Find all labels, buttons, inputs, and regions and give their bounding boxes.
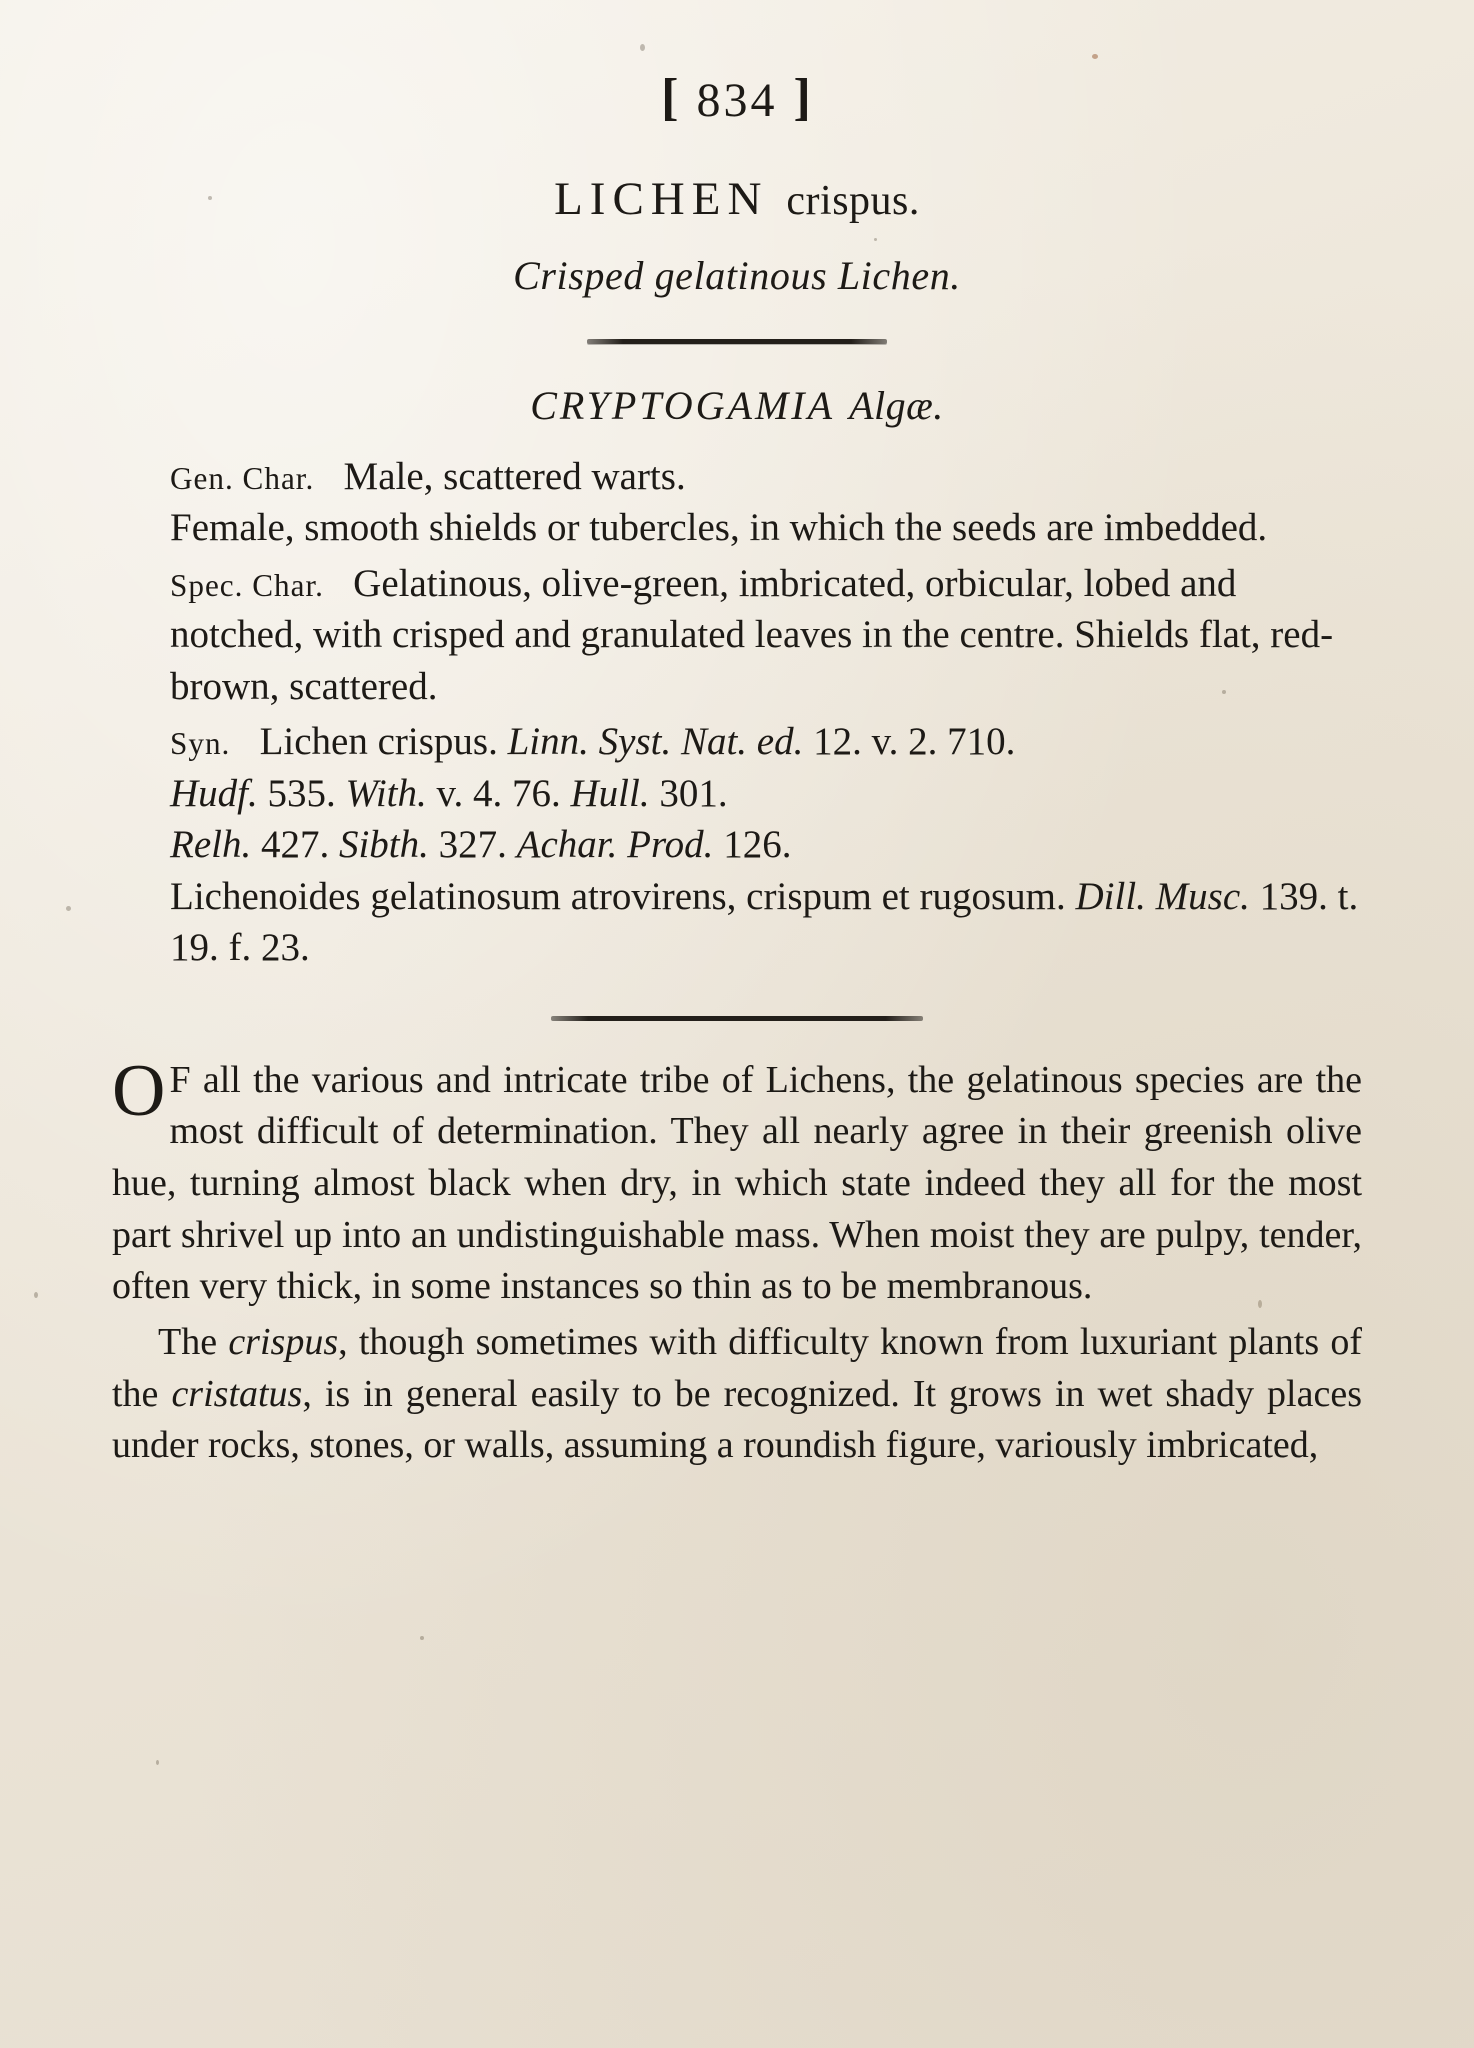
- syn-ref-cite-3: v. 4. 76.: [436, 771, 561, 815]
- syn-ref-author-3: With.: [345, 771, 427, 815]
- syn-line-1: [112, 716, 1362, 767]
- gen-char-label: Gen. Char.: [170, 461, 315, 496]
- folio-close-bracket: ]: [793, 69, 813, 126]
- paragraph-2-part-c: , is in general easily to be recognized. It grows in wet shady places under rocks, stones, or walls, assuming a roundish figure, variously imbricated,: [112, 1372, 1362, 1467]
- body-text: [112, 1049, 1362, 1472]
- paragraph-1-text: F all the various and intricate tribe of Lichens, the gelatinous species are the most difficult of determination. They all nearly agree in their greenish olive hue, turning almost black when dry, in which state indeed they all for the most part shrivel up into an undistinguishable mass. When moist they are pulpy, tender, often very thick, in some instances so thin as to be membranous.: [112, 1058, 1362, 1308]
- syn-ref-author-2: Hudf.: [170, 771, 258, 815]
- syn-line-2: [112, 768, 1362, 819]
- classification-order: CRYPTOGAMIA: [530, 383, 836, 428]
- syn-ref-author-1: Linn. Syst. Nat. ed.: [507, 720, 804, 764]
- gen-char-entry: [112, 451, 1362, 554]
- syn-ref-cite-7: 126.: [723, 823, 792, 867]
- syn-ref-author-8: Dill. Musc.: [1075, 874, 1250, 918]
- title-species: crispus.: [786, 178, 920, 224]
- classification-suborder: Algæ.: [849, 383, 944, 428]
- gen-char-text: Male, scattered warts.: [343, 455, 686, 498]
- spec-char-entry: [112, 558, 1362, 712]
- folio-open-bracket: [: [661, 69, 681, 126]
- syn-name: Lichen crispus.: [259, 720, 498, 764]
- divider-bottom: [551, 1016, 923, 1021]
- syn-ref-author-7: Achar. Prod.: [516, 823, 714, 867]
- syn-label: Syn.: [170, 726, 231, 762]
- drop-cap: O: [112, 1049, 166, 1132]
- gen-char-continued: Female, smooth shields or tubercles, in which the seeds are imbedded.: [170, 506, 1268, 550]
- spec-char-label: Spec. Char.: [170, 567, 324, 603]
- syn-ref-author-6: Sibth.: [338, 823, 429, 867]
- syn-ref-author-4: Hull.: [570, 771, 650, 815]
- folio-number: 834: [696, 74, 778, 127]
- paragraph-1: [112, 1049, 1362, 1313]
- syn-line-3: [112, 819, 1362, 870]
- syn-ref-cite-8: 139. t. 19. f. 23.: [170, 874, 1359, 970]
- gen-char-line: [112, 451, 1362, 502]
- syn-phrase-name: Lichenoides gelatinosum atrovirens, crispum et rugosum.: [170, 874, 1066, 918]
- paragraph-2-part-b: , though sometimes with difficulty known from luxuriant plants of the: [112, 1321, 1362, 1415]
- paragraph-2-italic-2: cristatus: [171, 1372, 303, 1415]
- paragraph-2: [112, 1317, 1362, 1472]
- syn-ref-cite-2: 535.: [267, 771, 336, 815]
- syn-ref-cite-1: 12. v. 2. 710.: [813, 720, 1016, 764]
- syn-ref-author-5: Relh.: [170, 823, 252, 867]
- syn-ref-cite-4: 301.: [659, 771, 728, 815]
- spec-char-line: [112, 558, 1362, 712]
- title-genus: LICHEN: [554, 173, 769, 225]
- syn-ref-cite-6: 327.: [438, 823, 507, 867]
- spec-char-text: Gelatinous, olive-green, imbricated, orbicular, lobed and notched, with crisped and granulated leaves in the centre. Shields flat, red-brown, scattered.: [170, 561, 1334, 708]
- classification: [112, 382, 1362, 429]
- syn-line-4: [112, 871, 1362, 974]
- synonymy-entry: [112, 716, 1362, 973]
- description-block: [112, 451, 1362, 974]
- page-title: [112, 172, 1362, 226]
- english-name: Crisped gelatinous Lichen.: [513, 253, 961, 298]
- paragraph-2-italic-1: crispus: [228, 1321, 339, 1364]
- page-number: [112, 0, 1362, 128]
- divider-top: [587, 339, 887, 344]
- paragraph-2-part-a: The: [158, 1321, 229, 1364]
- syn-ref-cite-5: 427.: [260, 823, 330, 867]
